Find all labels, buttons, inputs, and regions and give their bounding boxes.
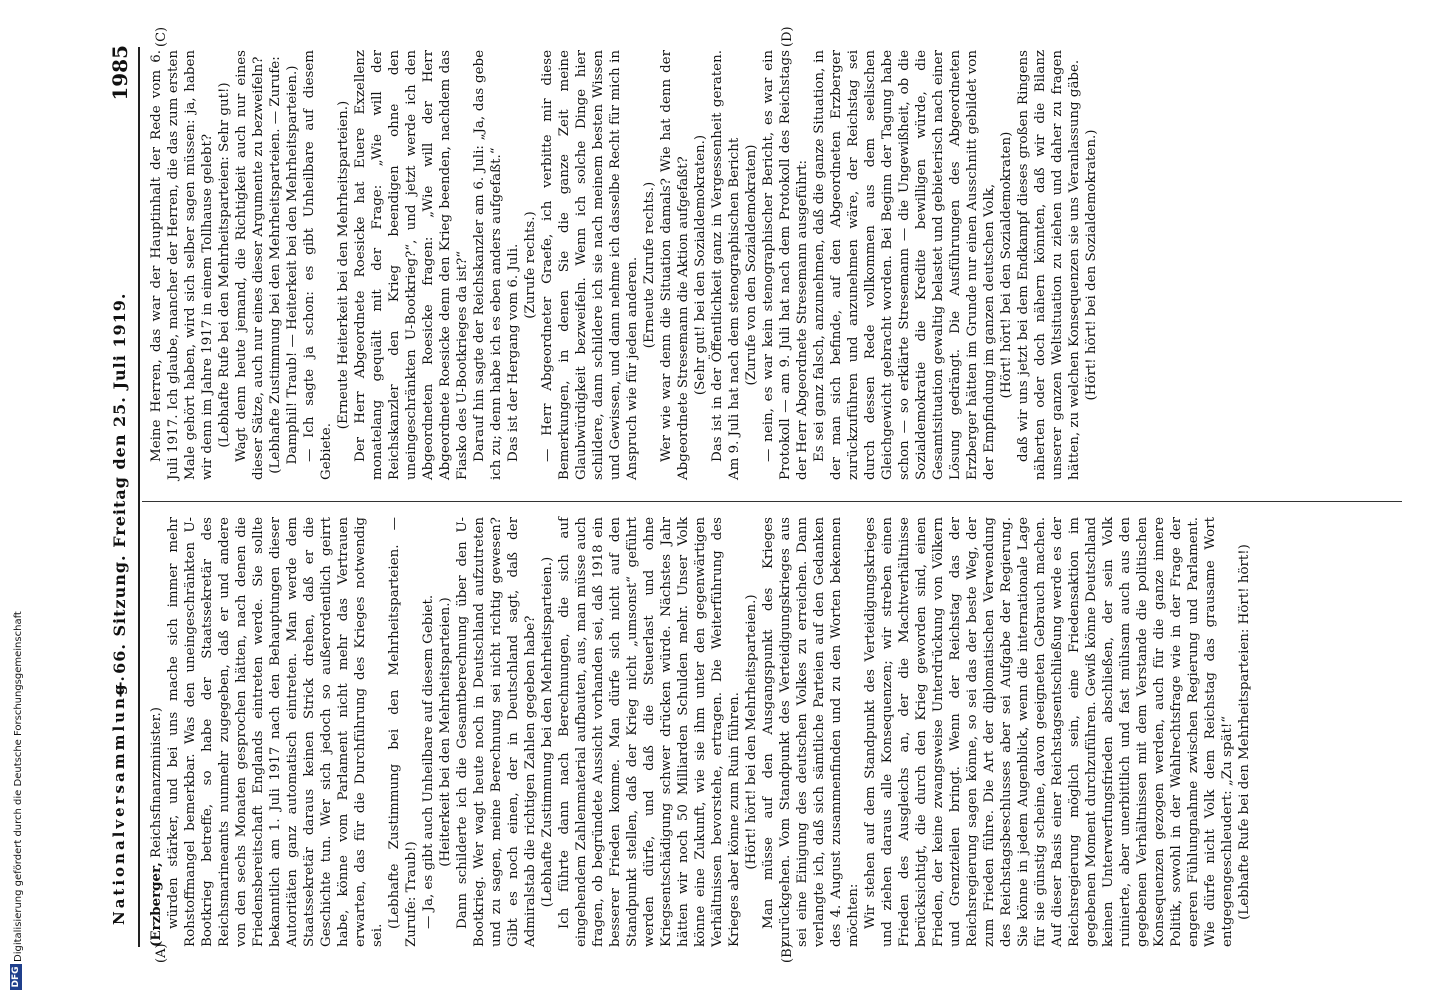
interjection: (Heiterkeit bei den Mehrheitsparteien.) — [438, 597, 453, 867]
header-session: — 66. Sitzung. Freitag den 25. Juli 1919. — [110, 292, 129, 698]
header-rule — [138, 47, 140, 947]
paragraph: würden stärker, und bei uns mache sich immer mehr Rohstoffmangel bemerkbar. Was den uneingeschränkten U-Bootkrieg betreffe, so habe der Staatssekretär des Reichsmarineamts nunmehr zugegeben, daß er und andere von den sechs Monaten gesprochen hätten, nach denen die Friedensbereitschaft Englands eintreten werde. Sie sollte bekanntlich am 1. Juli 1917 nach den Behauptungen dieser Autoritäten ganz automatisch eintreten. Man werde dem Staatssekretär daraus keinen Strick drehen, daß er die Geschichte tun. Wer sich jedoch so außerordentlich geirrt habe, könne vom Parlament nicht mehr das Vertrauen erwarten, das für die Durchführung des Krieges notwendig sei. — [166, 517, 385, 947]
paragraph: (Lebhafte Zustimmung bei den Mehrheitsparteien. — Zurufe: Traub!) — [387, 517, 419, 947]
paragraph: Es sei ganz falsch, anzunehmen, daß die ganze Situation, in der man sich befinde, auf den Abgeordneten Erzberger zurückzuführen und anzunehmen wäre, der Reichstag sei durch dessen Rede vollkommen aus dem seelischen Gleichgewicht gebracht worden. Bei Beginn der Tagung habe schon — so erklärte Stresemann — die Ungewißheit, ob die Sozialdemokratie die Kredite bewilligen würde, die Gesamtsituation gewaltig belastet und gebieterisch nach einer Lösung gedrängt. Die Ausführungen des Abgeordneten Erzberger hätten im Grunde nur einen Ausschnitt gebildet von der Empfindung im ganzen deutschen Volk, — [812, 50, 997, 480]
interjection: (Lebhafte Rufe bei den Mehrheitsparteien: Sehr gut!) — [217, 82, 232, 448]
header-title: Nationalversammlung. — [110, 673, 128, 925]
interjection: (Hört! hört! bei den Mehrheitsparteien.) — [744, 594, 759, 870]
paragraph: — Ich sagte ja schon: es gibt Unheilbare auf diesem Gebiete. — [302, 50, 334, 480]
interjection: (Lebhafte Zustimmung bei den Mehrheitsparteien. — Zurufe: Damphil! Traub! — Heiterkeit bei den Mehrheitsparteien.) — [268, 56, 300, 474]
dfg-logo: DFG — [10, 964, 22, 990]
paragraph: Das ist in der Öffentlichkeit ganz in Vergessenheit geraten. Am 9. Juli hat nach dem stenographischen Bericht — [710, 50, 742, 480]
paragraph: Das ist der Hergang vom 6. Juli. — [506, 243, 521, 462]
paragraph: daß wir uns jetzt bei dem Endkampf dieses großen Ringens näherten oder doch nähern könnten, daß wir die Bilanz unserer ganzen Weltsituation zu ziehen und daher zu fragen hätten, zu welchen Konsequenzen sie uns Veranlassung gäbe. — [1016, 50, 1082, 480]
paragraph: Wir stehen auf dem Standpunkt des Verteidigungskrieges und ziehen daraus alle Konsequenzen; wir streben einen Frieden des Ausgleichs an, der die Machtverhältnisse berücksichtigt, die durch den Krieg geworden sind, einen Frieden, der keine zwangsweise Unterdrückung von Völkern und Grenzteilen bringt. Wenn der Reichstag das der Reichsregierung sagen könne, so sei das der beste Weg, der zum Frieden führe. Die Art der diplomatischen Verwendung des Reichstagsbeschlusses aber sei Aufgabe der Regierung. Sie könne in jedem Augenblick, wenn die internationale Lage für sie günstig scheine, davon geeigneten Gebrauch machen. Auf dieser Basis einer Reichstagsentschließung werde es der Reichsregierung möglich sein, eine Friedensaktion im gegebenen Moment durchzuführen. Gewiß könne Deutschland keinen Unterwerfungsfrieden abschließen, der sein Volk ruinierte, aber unerbittlich und fast mühsam auch aus den gegebenen Verhältnissen mit dem Verstande die politischen Konsequenzen gezogen werden, auch für die ganze innere Politik, sowohl in der Wahlrechtsfrage wie in der Frage der engeren Fühlungnahme zwischen Regierung und Parlament. Wie dürfe nicht Volk dem Reichstag das grausame Wort entgegengeschleudert: „Zu spät!“ — [863, 517, 1235, 947]
document-page — [80, 25, 1410, 965]
interjection: (Lebhafte Rufe bei den Mehrheitsparteien: Hört! hört!) — [1237, 544, 1252, 920]
digitization-credit — [12, 600, 26, 990]
page-number: 1985 — [108, 45, 132, 101]
margin-mark-a: (A) — [154, 943, 169, 963]
interjection: (Lebhafte Zustimmung bei den Mehrheitsparteien.) — [540, 556, 555, 908]
interjection: (Zurufe rechts.) — [523, 211, 538, 319]
margin-mark-b: (B) — [780, 943, 795, 963]
interjection: (Zurufe von den Sozialdemokraten) — [744, 144, 759, 386]
paragraph: Der Herr Abgeordnete Roesicke hat Euere Exzellenz monatelang gequält mit der Frage: „Wie will der Reichskanzler den Krieg beendigen ohne den uneingeschränkten U-Bootkrieg?“, und jetzt werde ich den Abgeordneten Roesicke fragen: „Wie will der Herr Abgeordnete Roesicke denn den Krieg beenden, nachdem das Fiasko des U-Bootkrieges da ist?“ — [353, 50, 470, 480]
footer-text: Digitalisierung gefördert durch die Deutsche Forschungsgemeinschaft — [13, 611, 24, 962]
paragraph: Man müsse auf den Ausgangspunkt des Krieges zurückgehen. Vom Standpunkt des Verteidigungskrieges aus sei eine Einigung des deutschen Volkes zu erreichen. Dann verlangte ich, daß sich sämtliche Parteien auf den Gedanken des 4. August zusammenfinden und zu den Worten bekennen möchten: — [761, 517, 861, 947]
paragraph: Wer wie war denn die Situation damals? Wie hat denn der Abgeordnete Stresemann die Aktion aufgefaßt? — [659, 50, 691, 480]
paragraph: — nein, es war kein stenographischer Bericht, es war ein Protokoll — am 9. Juli hat nach dem Protokoll des Reichstags der Herr Abgeordnete Stresemann ausgeführt: — [761, 50, 810, 480]
paragraph: Wagt denn heute jemand, die Richtigkeit auch nur eines dieser Sätze, auch nur eines dieser Argumente zu bezweifeln? — [234, 50, 266, 480]
page-header — [98, 25, 138, 965]
paragraph: — Herr Abgeordneter Graefe, ich verbitte mir diese Bemerkungen, in denen Sie die ganze Zeit meine Glaubwürdigkeit bezweifeln. Wenn ich solche Dinge hier schildere, dann schildere ich sie nach meinem besten Wissen und Gewissen, und dann nehme ich dasselbe Recht für mich in Anspruch wie für jeden anderen. — [540, 50, 640, 480]
paragraph: — Ja, es gibt auch Unheilbare auf diesem Gebiet. — [421, 594, 436, 929]
right-column — [148, 50, 1100, 480]
interjection: (Hört! hört! bei den Sozialdemokraten) — [999, 131, 1014, 399]
interjection: (Erneute Heiterkeit bei den Mehrheitsparteien.) — [336, 100, 351, 430]
margin-mark-d: (D) — [780, 26, 795, 47]
paragraph: Dann schilderte ich die Gesamtberechnung über den U-Bootkrieg. Wer wagt heute noch in Deutschland aufzutreten und zu sagen, meine Berechnung sei nicht richtig gewesen? Gibt es noch einen, der in Deutschland sagt, daß der Admiralstab die richtigen Zahlen gegeben habe? — [455, 517, 538, 947]
paragraph: Ich führte dann nach Berechnungen, die sich auf eingehendem Zahlenmaterial aufbauten, aus, man müsse auch fragen, ob begründete Aussicht vorhanden sei, daß 1918 ein besserer Frieden komme. Man dürfe sich nicht auf den Standpunkt stellen, daß der Krieg nicht „umsonst“ geführt werden dürfe, und daß die Steuerlast und ohne Kriegsentschädigung schwer drücken würde. Nächstes Jahr hätten wir noch 50 Milliarden Schulden mehr. Unser Volk könne eine Zukunft, wie sie ihm unter den gegenwärtigen Verhältnissen bevorstehe, ertragen. Die Weiterführung des Krieges aber könne zum Ruin führen. — [557, 517, 742, 947]
speaker-name: (Erzberger, — [148, 862, 164, 947]
interjection: (Hört! hört! bei den Sozialdemokraten.) — [1084, 129, 1099, 401]
paragraph: Darauf hin sagte der Reichskanzler am 6. Juli: „Ja, das gebe ich zu; denn habe ich es eben anders aufgefaßt.“ — [472, 50, 504, 480]
paragraph: Meine Herren, das war der Hauptinhalt der Rede vom 6. Juli 1917. Ich glaube, mancher der Herren, die das zum ersten Male gehört haben, wird sich selber sagen müssen: ja, haben wir denn im Jahre 1917 in einem Tollhause gelebt? — [149, 50, 215, 480]
interjection: (Sehr gut! bei den Sozialdemokraten.) — [693, 134, 708, 396]
column-divider — [142, 501, 1402, 502]
speaker-line — [148, 517, 165, 947]
left-column — [148, 517, 1253, 947]
margin-mark-c: (C) — [154, 26, 169, 47]
interjection: (Erneute Zurufe rechts.) — [642, 181, 657, 349]
speaker-role: Reichsfinanzminister.) — [149, 707, 164, 863]
